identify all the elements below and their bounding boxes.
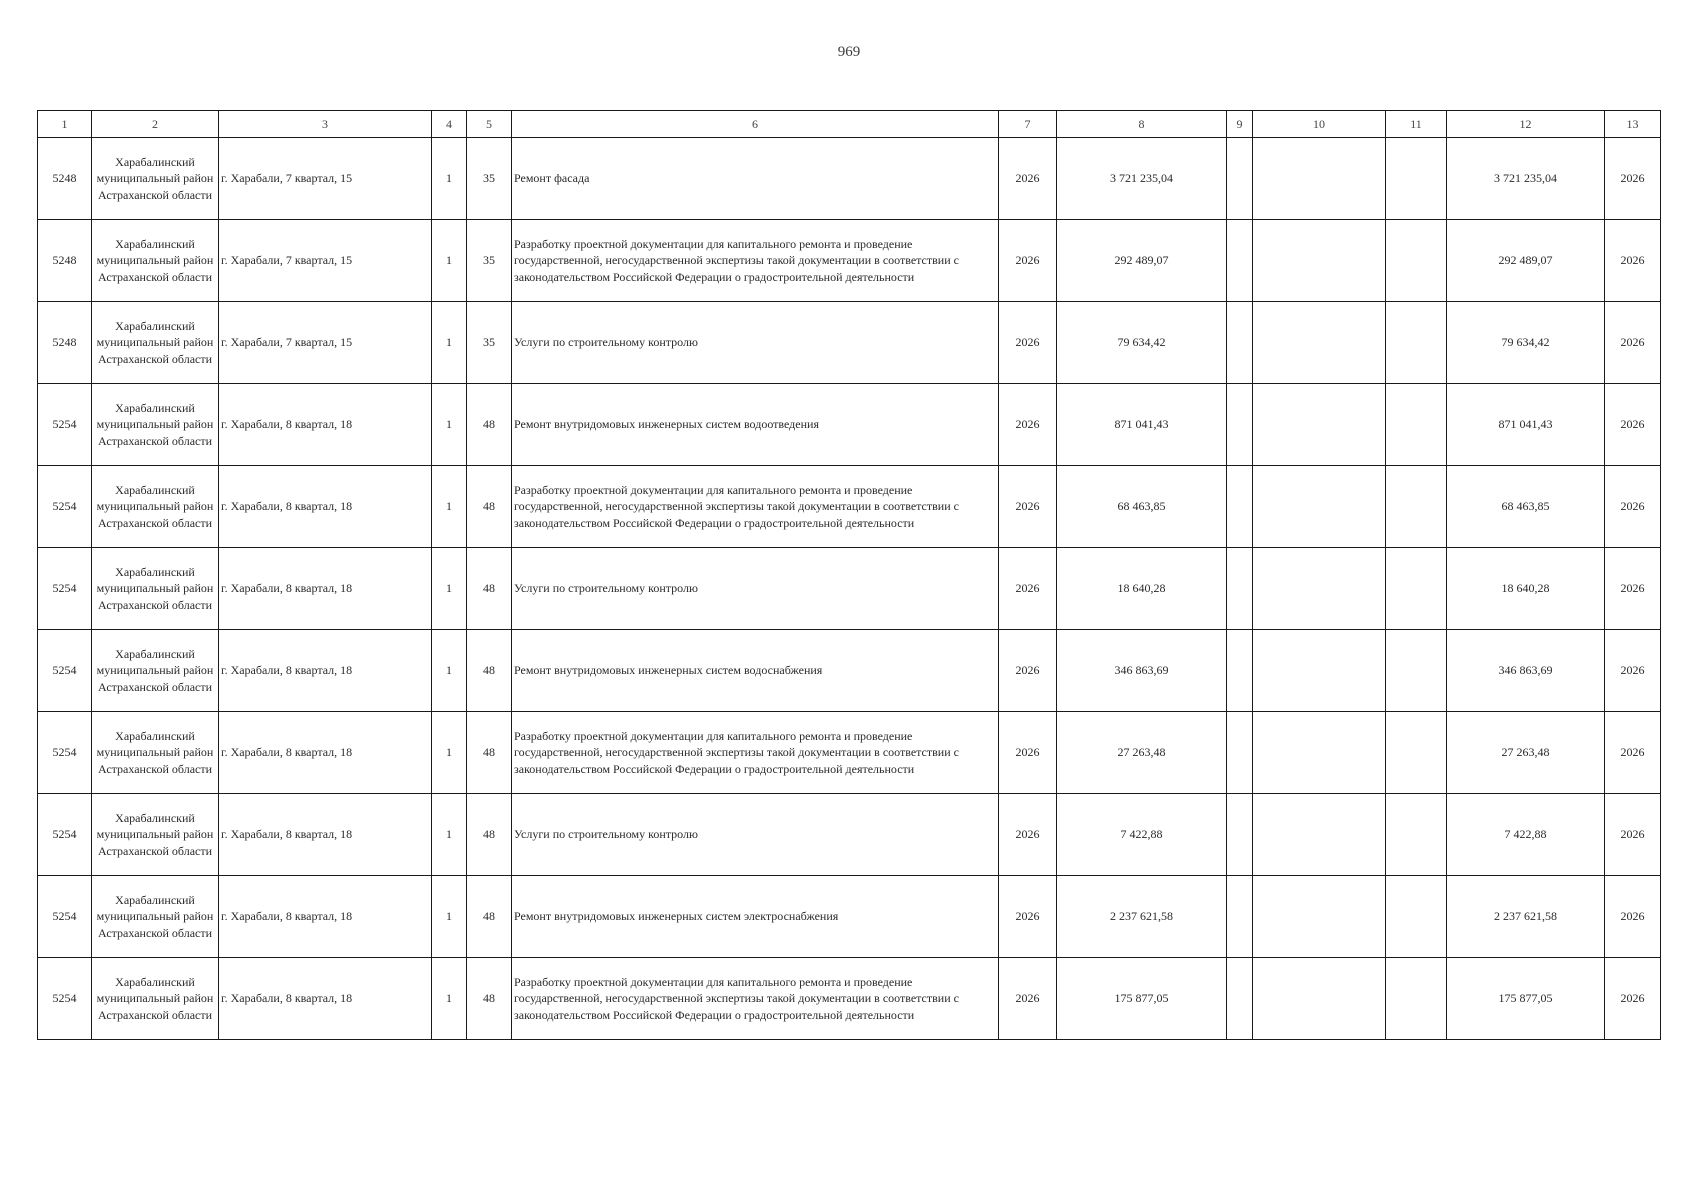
cell-municipality: Харабалинский муниципальный район Астраханской области <box>92 220 219 302</box>
cell-col5: 48 <box>467 466 512 548</box>
cell-col10 <box>1253 384 1386 466</box>
cell-year-end: 2026 <box>1605 220 1661 302</box>
cell-col4: 1 <box>432 466 467 548</box>
cell-year-end: 2026 <box>1605 958 1661 1040</box>
cell-col9 <box>1227 548 1253 630</box>
cell-col11 <box>1386 384 1447 466</box>
cell-year-end: 2026 <box>1605 302 1661 384</box>
cell-year: 2026 <box>999 302 1057 384</box>
table-row <box>38 958 1661 1040</box>
cell-col11 <box>1386 220 1447 302</box>
cell-col4: 1 <box>432 548 467 630</box>
cell-total-cost: 68 463,85 <box>1057 466 1227 548</box>
cell-col5: 48 <box>467 876 512 958</box>
cell-address: г. Харабали, 7 квартал, 15 <box>219 220 432 302</box>
cell-col4: 1 <box>432 302 467 384</box>
cell-col4: 1 <box>432 220 467 302</box>
cell-work-type: Разработку проектной документации для капитального ремонта и проведение государственной, негосударственной экспертизы такой документации в соответствии с законодательством Российской Федерации о градостроительной деятельности <box>512 712 999 794</box>
column-header: 11 <box>1386 111 1447 138</box>
cell-col10 <box>1253 220 1386 302</box>
cell-year: 2026 <box>999 384 1057 466</box>
cell-address: г. Харабали, 7 квартал, 15 <box>219 302 432 384</box>
cell-municipality: Харабалинский муниципальный район Астраханской области <box>92 384 219 466</box>
cell-work-type: Ремонт внутридомовых инженерных систем электроснабжения <box>512 876 999 958</box>
table-row <box>38 466 1661 548</box>
column-header: 7 <box>999 111 1057 138</box>
table-row <box>38 712 1661 794</box>
cell-work-type: Ремонт внутридомовых инженерных систем водоснабжения <box>512 630 999 712</box>
cell-municipality: Харабалинский муниципальный район Астраханской области <box>92 794 219 876</box>
table-body <box>38 138 1661 1040</box>
cell-col9 <box>1227 466 1253 548</box>
table-row <box>38 220 1661 302</box>
cell-col11 <box>1386 138 1447 220</box>
cell-total-cost: 18 640,28 <box>1057 548 1227 630</box>
cell-year-end: 2026 <box>1605 794 1661 876</box>
cell-col10 <box>1253 630 1386 712</box>
cell-municipality: Харабалинский муниципальный район Астраханской области <box>92 958 219 1040</box>
cell-address: г. Харабали, 8 квартал, 18 <box>219 712 432 794</box>
cell-col4: 1 <box>432 630 467 712</box>
cell-year-end: 2026 <box>1605 630 1661 712</box>
cell-municipality: Харабалинский муниципальный район Астраханской области <box>92 876 219 958</box>
cell-cost-col12: 79 634,42 <box>1447 302 1605 384</box>
cell-address: г. Харабали, 8 квартал, 18 <box>219 630 432 712</box>
cell-year-end: 2026 <box>1605 466 1661 548</box>
column-header: 6 <box>512 111 999 138</box>
cell-col4: 1 <box>432 876 467 958</box>
cell-col9 <box>1227 138 1253 220</box>
cell-col10 <box>1253 794 1386 876</box>
cell-cost-col12: 292 489,07 <box>1447 220 1605 302</box>
cell-house-id: 5254 <box>38 876 92 958</box>
cell-col11 <box>1386 794 1447 876</box>
cell-year: 2026 <box>999 548 1057 630</box>
cell-year: 2026 <box>999 958 1057 1040</box>
column-header: 13 <box>1605 111 1661 138</box>
cell-municipality: Харабалинский муниципальный район Астраханской области <box>92 630 219 712</box>
cell-work-type: Разработку проектной документации для капитального ремонта и проведение государственной, негосударственной экспертизы такой документации в соответствии с законодательством Российской Федерации о градостроительной деятельности <box>512 220 999 302</box>
cell-address: г. Харабали, 8 квартал, 18 <box>219 466 432 548</box>
table-row <box>38 630 1661 712</box>
cell-work-type: Ремонт фасада <box>512 138 999 220</box>
cell-total-cost: 2 237 621,58 <box>1057 876 1227 958</box>
column-header: 1 <box>38 111 92 138</box>
cell-total-cost: 175 877,05 <box>1057 958 1227 1040</box>
cell-col11 <box>1386 876 1447 958</box>
cell-col4: 1 <box>432 384 467 466</box>
cell-work-type: Разработку проектной документации для капитального ремонта и проведение государственной, негосударственной экспертизы такой документации в соответствии с законодательством Российской Федерации о градостроительной деятельности <box>512 466 999 548</box>
cell-col5: 35 <box>467 302 512 384</box>
cell-col9 <box>1227 630 1253 712</box>
cell-col5: 35 <box>467 220 512 302</box>
cell-work-type: Услуги по строительному контролю <box>512 794 999 876</box>
column-header: 10 <box>1253 111 1386 138</box>
cell-address: г. Харабали, 8 квартал, 18 <box>219 548 432 630</box>
cell-house-id: 5248 <box>38 138 92 220</box>
cell-house-id: 5254 <box>38 466 92 548</box>
cell-col9 <box>1227 712 1253 794</box>
cell-year: 2026 <box>999 794 1057 876</box>
cell-house-id: 5254 <box>38 630 92 712</box>
cell-cost-col12: 18 640,28 <box>1447 548 1605 630</box>
column-header: 3 <box>219 111 432 138</box>
cell-col4: 1 <box>432 794 467 876</box>
cell-col10 <box>1253 548 1386 630</box>
cell-col5: 48 <box>467 712 512 794</box>
cell-year: 2026 <box>999 712 1057 794</box>
capital-repair-table <box>37 110 1661 1040</box>
column-header: 2 <box>92 111 219 138</box>
cell-work-type: Ремонт внутридомовых инженерных систем водоотведения <box>512 384 999 466</box>
cell-col11 <box>1386 712 1447 794</box>
column-header: 9 <box>1227 111 1253 138</box>
cell-year: 2026 <box>999 630 1057 712</box>
cell-col9 <box>1227 220 1253 302</box>
cell-col4: 1 <box>432 958 467 1040</box>
cell-cost-col12: 7 422,88 <box>1447 794 1605 876</box>
column-header: 4 <box>432 111 467 138</box>
cell-year: 2026 <box>999 466 1057 548</box>
table-row <box>38 302 1661 384</box>
table-row <box>38 384 1661 466</box>
cell-address: г. Харабали, 7 квартал, 15 <box>219 138 432 220</box>
cell-col9 <box>1227 302 1253 384</box>
column-header: 5 <box>467 111 512 138</box>
cell-work-type: Услуги по строительному контролю <box>512 302 999 384</box>
page-number: 969 <box>837 44 861 60</box>
cell-total-cost: 7 422,88 <box>1057 794 1227 876</box>
table-row <box>38 548 1661 630</box>
cell-col4: 1 <box>432 712 467 794</box>
cell-address: г. Харабали, 8 квартал, 18 <box>219 958 432 1040</box>
cell-col9 <box>1227 958 1253 1040</box>
cell-house-id: 5254 <box>38 958 92 1040</box>
cell-col5: 48 <box>467 384 512 466</box>
cell-col9 <box>1227 384 1253 466</box>
cell-year-end: 2026 <box>1605 384 1661 466</box>
cell-col11 <box>1386 548 1447 630</box>
table-row <box>38 876 1661 958</box>
cell-col11 <box>1386 466 1447 548</box>
cell-house-id: 5248 <box>38 302 92 384</box>
cell-municipality: Харабалинский муниципальный район Астраханской области <box>92 548 219 630</box>
cell-cost-col12: 68 463,85 <box>1447 466 1605 548</box>
cell-year: 2026 <box>999 220 1057 302</box>
cell-house-id: 5254 <box>38 794 92 876</box>
table-row <box>38 138 1661 220</box>
cell-col5: 48 <box>467 630 512 712</box>
cell-work-type: Услуги по строительному контролю <box>512 548 999 630</box>
cell-col10 <box>1253 876 1386 958</box>
cell-house-id: 5254 <box>38 384 92 466</box>
cell-col11 <box>1386 630 1447 712</box>
cell-cost-col12: 346 863,69 <box>1447 630 1605 712</box>
cell-col10 <box>1253 958 1386 1040</box>
cell-year-end: 2026 <box>1605 548 1661 630</box>
cell-col9 <box>1227 876 1253 958</box>
cell-year: 2026 <box>999 138 1057 220</box>
cell-year-end: 2026 <box>1605 876 1661 958</box>
cell-col11 <box>1386 958 1447 1040</box>
cell-year-end: 2026 <box>1605 138 1661 220</box>
cell-municipality: Харабалинский муниципальный район Астраханской области <box>92 466 219 548</box>
cell-col10 <box>1253 712 1386 794</box>
cell-col5: 48 <box>467 794 512 876</box>
cell-total-cost: 292 489,07 <box>1057 220 1227 302</box>
cell-col9 <box>1227 794 1253 876</box>
column-header: 12 <box>1447 111 1605 138</box>
cell-work-type: Разработку проектной документации для капитального ремонта и проведение государственной, негосударственной экспертизы такой документации в соответствии с законодательством Российской Федерации о градостроительной деятельности <box>512 958 999 1040</box>
cell-cost-col12: 871 041,43 <box>1447 384 1605 466</box>
cell-cost-col12: 175 877,05 <box>1447 958 1605 1040</box>
cell-address: г. Харабали, 8 квартал, 18 <box>219 384 432 466</box>
column-header: 8 <box>1057 111 1227 138</box>
table-header <box>38 111 1661 138</box>
cell-year: 2026 <box>999 876 1057 958</box>
cell-cost-col12: 3 721 235,04 <box>1447 138 1605 220</box>
cell-col10 <box>1253 466 1386 548</box>
cell-municipality: Харабалинский муниципальный район Астраханской области <box>92 712 219 794</box>
cell-col5: 35 <box>467 138 512 220</box>
cell-cost-col12: 27 263,48 <box>1447 712 1605 794</box>
cell-address: г. Харабали, 8 квартал, 18 <box>219 794 432 876</box>
cell-total-cost: 871 041,43 <box>1057 384 1227 466</box>
cell-col11 <box>1386 302 1447 384</box>
cell-col5: 48 <box>467 958 512 1040</box>
cell-house-id: 5248 <box>38 220 92 302</box>
cell-house-id: 5254 <box>38 548 92 630</box>
cell-year-end: 2026 <box>1605 712 1661 794</box>
cell-total-cost: 3 721 235,04 <box>1057 138 1227 220</box>
cell-col4: 1 <box>432 138 467 220</box>
cell-total-cost: 27 263,48 <box>1057 712 1227 794</box>
cell-municipality: Харабалинский муниципальный район Астраханской области <box>92 302 219 384</box>
cell-col10 <box>1253 302 1386 384</box>
cell-total-cost: 346 863,69 <box>1057 630 1227 712</box>
cell-total-cost: 79 634,42 <box>1057 302 1227 384</box>
cell-col10 <box>1253 138 1386 220</box>
header-row <box>38 111 1661 138</box>
cell-municipality: Харабалинский муниципальный район Астраханской области <box>92 138 219 220</box>
cell-cost-col12: 2 237 621,58 <box>1447 876 1605 958</box>
cell-house-id: 5254 <box>38 712 92 794</box>
table-row <box>38 794 1661 876</box>
cell-address: г. Харабали, 8 квартал, 18 <box>219 876 432 958</box>
cell-col5: 48 <box>467 548 512 630</box>
